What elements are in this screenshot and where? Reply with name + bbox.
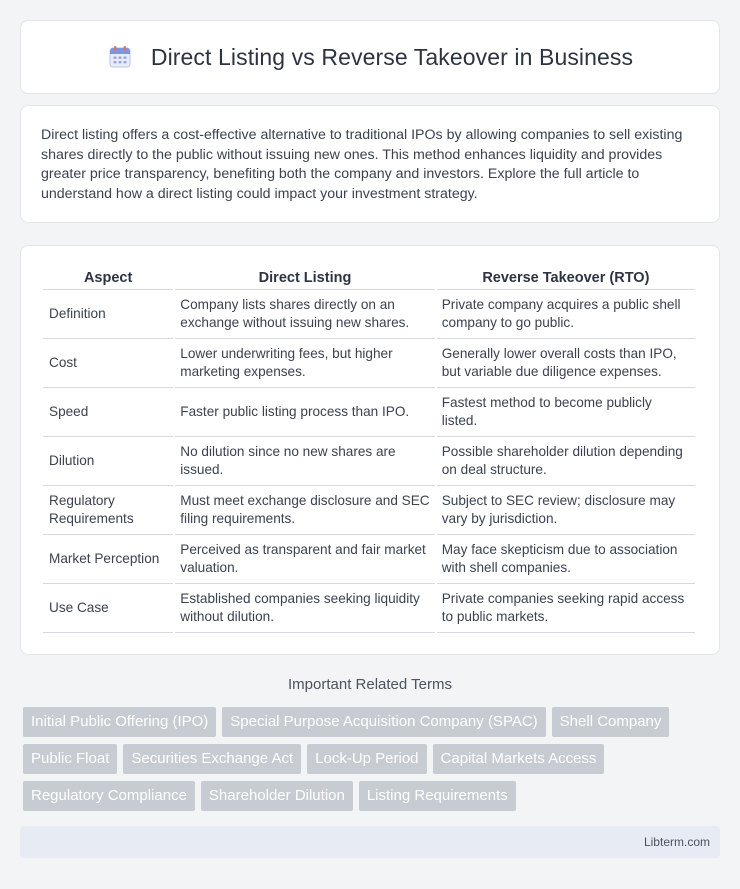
footer-brand-link[interactable]: Libterm.com	[643, 835, 710, 849]
aspect-cell: Market Perception	[43, 535, 173, 584]
table-row	[43, 486, 695, 535]
direct-listing-cell: No dilution since no new shares are issued.	[175, 437, 434, 486]
direct-listing-cell: Company lists shares directly on an exchange without issuing new shares.	[175, 290, 434, 339]
aspect-cell: Speed	[43, 388, 173, 437]
aspect-cell: Dilution	[43, 437, 173, 486]
page-title: Direct Listing vs Reverse Takeover in Business	[150, 43, 634, 70]
reverse-takeover-cell: Private companies seeking rapid access to public markets.	[437, 584, 695, 633]
comparison-card	[20, 245, 720, 655]
table-row	[43, 437, 695, 486]
aspect-cell: Definition	[43, 290, 173, 339]
reverse-takeover-cell: Generally lower overall costs than IPO, but variable due diligence expenses.	[437, 339, 695, 388]
direct-listing-cell: Perceived as transparent and fair market valuation.	[175, 535, 434, 584]
related-term-tag[interactable]: Shareholder Dilution	[201, 781, 353, 811]
table-header-row	[43, 268, 695, 290]
table-row	[43, 535, 695, 584]
related-terms-heading: Important Related Terms	[288, 676, 452, 693]
reverse-takeover-cell: Possible shareholder dilution depending on deal structure.	[437, 437, 695, 486]
footer	[20, 826, 720, 858]
column-header-aspect: Aspect	[43, 268, 173, 290]
direct-listing-cell: Faster public listing process than IPO.	[175, 388, 434, 437]
related-term-tag[interactable]: Public Float	[23, 744, 117, 774]
related-term-tag[interactable]: Lock-Up Period	[307, 744, 426, 774]
column-header-reverse-takeover: Reverse Takeover (RTO)	[437, 268, 695, 290]
calendar-icon	[107, 44, 133, 70]
intro-text: Direct listing offers a cost-effective alternative to traditional IPOs by allowing companies to sell existing shares directly to the public without issuing new ones. This method enhances liquidity and provides greater price transparency, benefiting both the company and investors. Explore the full article to understand how a direct listing could impact your investment strategy.	[41, 127, 683, 202]
intro-card	[20, 105, 720, 223]
related-term-tag[interactable]: Securities Exchange Act	[123, 744, 301, 774]
related-term-tag[interactable]: Capital Markets Access	[433, 744, 605, 774]
aspect-cell: Cost	[43, 339, 173, 388]
reverse-takeover-cell: Subject to SEC review; disclosure may vary by jurisdiction.	[437, 486, 695, 535]
comparison-table	[41, 268, 697, 633]
reverse-takeover-cell: Private company acquires a public shell company to go public.	[437, 290, 695, 339]
related-term-tag[interactable]: Regulatory Compliance	[23, 781, 195, 811]
table-row	[43, 339, 695, 388]
table-row	[43, 290, 695, 339]
direct-listing-cell: Must meet exchange disclosure and SEC filing requirements.	[175, 486, 434, 535]
title-card	[20, 20, 720, 94]
related-term-tag[interactable]: Shell Company	[552, 707, 670, 737]
column-header-direct-listing: Direct Listing	[175, 268, 434, 290]
aspect-cell: Regulatory Requirements	[43, 486, 173, 535]
direct-listing-cell: Established companies seeking liquidity without dilution.	[175, 584, 434, 633]
related-term-tag[interactable]: Listing Requirements	[359, 781, 516, 811]
direct-listing-cell: Lower underwriting fees, but higher marketing expenses.	[175, 339, 434, 388]
reverse-takeover-cell: Fastest method to become publicly listed.	[437, 388, 695, 437]
table-row	[43, 388, 695, 437]
reverse-takeover-cell: May face skepticism due to association with shell companies.	[437, 535, 695, 584]
aspect-cell: Use Case	[43, 584, 173, 633]
related-terms-list	[23, 707, 723, 811]
table-row	[43, 584, 695, 633]
related-term-tag[interactable]: Initial Public Offering (IPO)	[23, 707, 216, 737]
related-term-tag[interactable]: Special Purpose Acquisition Company (SPAC)	[222, 707, 545, 737]
